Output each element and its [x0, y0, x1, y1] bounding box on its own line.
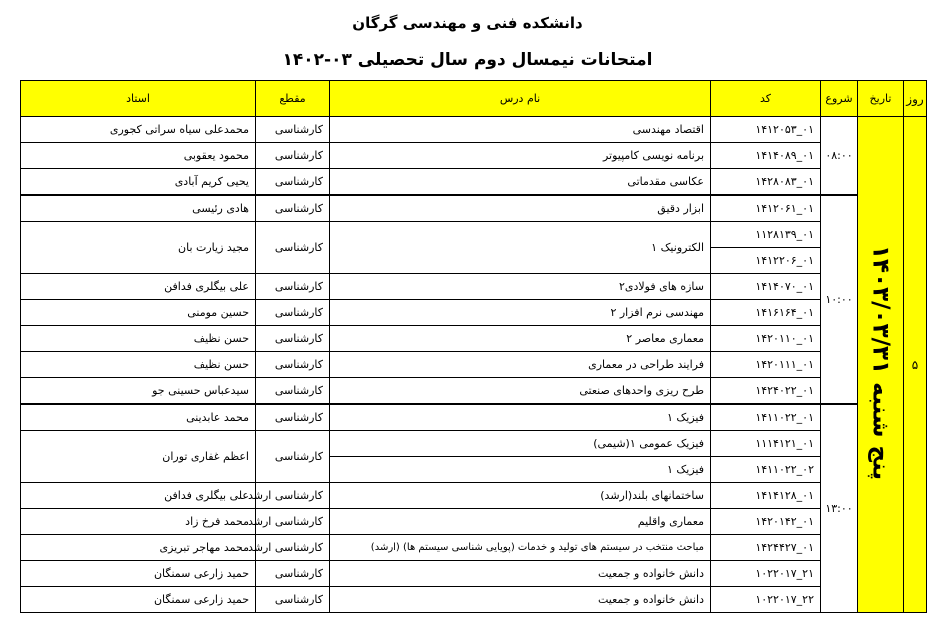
table-row [21, 587, 927, 613]
course-level: کارشناسی [256, 222, 330, 274]
course-name: ابزار دقیق [330, 195, 711, 222]
course-code: ۰۱_۱۴۲۴۰۲۲ [711, 378, 821, 405]
exam-schedule-title: امتحانات نیمسال دوم سال تحصیلی ۰۳-۱۴۰۲ [282, 50, 653, 70]
course-name: الکترونیک ۱ [330, 222, 711, 274]
table-row [21, 326, 927, 352]
course-name: اقتصاد مهندسی [330, 117, 711, 143]
course-level: کارشناسی ارشد [256, 509, 330, 535]
course-code: ۰۱_۱۴۱۱۰۲۲ [711, 404, 821, 431]
table-row [21, 222, 927, 248]
table-row [21, 143, 927, 169]
course-code: ۰۱_۱۴۱۲۲۰۶ [711, 248, 821, 274]
table-row [21, 300, 927, 326]
university-title: دانشکده فنی و مهندسی گرگان [352, 14, 583, 32]
start-time: ۱۳:۰۰ [821, 404, 858, 613]
course-name: فیزیک ۱ [330, 457, 711, 483]
professor-name: علی بیگلری فدافن [21, 274, 256, 300]
course-code: ۰۱_۱۱۱۴۱۲۱ [711, 431, 821, 457]
professor-name: سیدعباس حسینی جو [21, 378, 256, 405]
header-start: شروع [821, 81, 858, 117]
table-row [21, 509, 927, 535]
professor-name: محمد عابدینی [21, 404, 256, 431]
table-row [21, 483, 927, 509]
course-code: ۰۱_۱۱۲۸۱۳۹ [711, 222, 821, 248]
course-level: کارشناسی [256, 117, 330, 143]
table-row [21, 535, 927, 561]
table-row [21, 404, 927, 431]
course-level: کارشناسی [256, 587, 330, 613]
course-level: کارشناسی [256, 431, 330, 483]
professor-name: محمدعلی سیاه سراتی کجوری [21, 117, 256, 143]
professor-name: حمید زارعی سمنگان [21, 561, 256, 587]
day-number: ۵ [904, 117, 927, 613]
course-name: معماری معاصر ۲ [330, 326, 711, 352]
exam-date-cell [858, 117, 904, 613]
professor-name: اعظم غفاری توران [21, 431, 256, 483]
professor-name: محمود یعقوبی [21, 143, 256, 169]
table-row [21, 274, 927, 300]
course-code: ۰۱_۱۴۲۴۴۲۷ [711, 535, 821, 561]
course-code: ۰۱_۱۴۲۰۱۱۰ [711, 326, 821, 352]
table-row [21, 431, 927, 457]
course-name: فیزیک عمومی ۱(شیمی) [330, 431, 711, 457]
table-row [21, 378, 927, 405]
professor-name: حمید زارعی سمنگان [21, 587, 256, 613]
professor-name: یحیی کریم آبادی [21, 169, 256, 196]
course-level: کارشناسی [256, 195, 330, 222]
course-level: کارشناسی ارشد [256, 483, 330, 509]
header-date: تاریخ [858, 81, 904, 117]
course-code: ۰۱_۱۴۱۲۰۵۳ [711, 117, 821, 143]
header-professor: استاد [21, 81, 256, 117]
course-name: برنامه نویسی کامپیوتر [330, 143, 711, 169]
table-row [21, 352, 927, 378]
professor-name: حسن نظیف [21, 326, 256, 352]
course-name: مهندسی نرم افزار ۲ [330, 300, 711, 326]
table-row [21, 117, 927, 143]
professor-name: مجید زیارت بان [21, 222, 256, 274]
start-time: ۱۰:۰۰ [821, 195, 858, 404]
start-time: ۰۸:۰۰ [821, 117, 858, 196]
professor-name: حسین مومنی [21, 300, 256, 326]
course-code: ۰۱_۱۴۲۸۰۸۳ [711, 169, 821, 196]
professor-name: محمد فرخ زاد [21, 509, 256, 535]
header-level: مقطع [256, 81, 330, 117]
course-name: فرایند طراحی در معماری [330, 352, 711, 378]
course-level: کارشناسی [256, 378, 330, 405]
table-header-row [21, 81, 927, 117]
course-name: معماری واقلیم [330, 509, 711, 535]
table-row [21, 195, 927, 222]
course-name: دانش خانواده و جمعیت [330, 587, 711, 613]
header-course: نام درس [330, 81, 711, 117]
course-level: کارشناسی [256, 326, 330, 352]
course-name: سازه های فولادی۲ [330, 274, 711, 300]
professor-name: هادی رئیسی [21, 195, 256, 222]
course-code: ۰۱_۱۴۱۴۰۷۰ [711, 274, 821, 300]
course-code: ۲۱_۱۰۲۲۰۱۷ [711, 561, 821, 587]
course-level: کارشناسی [256, 404, 330, 431]
course-code: ۰۱_۱۴۲۰۱۴۲ [711, 509, 821, 535]
course-name: عکاسی مقدماتی [330, 169, 711, 196]
course-name: ساختمانهای بلند(ارشد) [330, 483, 711, 509]
course-level: کارشناسی [256, 143, 330, 169]
course-level: کارشناسی [256, 274, 330, 300]
course-code: ۰۱_۱۴۱۴۰۸۹ [711, 143, 821, 169]
course-code: ۰۲_۱۴۱۱۰۲۲ [711, 457, 821, 483]
table-row [21, 169, 927, 196]
course-level: کارشناسی [256, 300, 330, 326]
course-name: مباحث منتخب در سیستم های تولید و خدمات (پویایی شناسی سیستم ها) (ارشد) [330, 535, 711, 561]
course-code: ۲۲_۱۰۲۲۰۱۷ [711, 587, 821, 613]
professor-name: محمد مهاجر تبریزی [21, 535, 256, 561]
header-day: روز [904, 81, 927, 117]
course-code: ۰۱_۱۴۱۴۱۲۸ [711, 483, 821, 509]
course-level: کارشناسی [256, 352, 330, 378]
course-level: کارشناسی [256, 561, 330, 587]
course-name: طرح ریزی واحدهای صنعتی [330, 378, 711, 405]
course-name: فیزیک ۱ [330, 404, 711, 431]
course-level: کارشناسی [256, 169, 330, 196]
professor-name: علی بیگلری فدافن [21, 483, 256, 509]
exam-date: پنج شنبه ۱۴۰۳/۰۳/۳۱ [867, 245, 894, 481]
course-code: ۰۱_۱۴۲۰۱۱۱ [711, 352, 821, 378]
course-name: دانش خانواده و جمعیت [330, 561, 711, 587]
professor-name: حسن نظیف [21, 352, 256, 378]
table-row [21, 561, 927, 587]
header-code: کد [711, 81, 821, 117]
course-code: ۰۱_۱۴۱۲۰۶۱ [711, 195, 821, 222]
course-code: ۰۱_۱۴۱۶۱۶۴ [711, 300, 821, 326]
exam-schedule-table [20, 80, 927, 613]
course-level: کارشناسی ارشد [256, 535, 330, 561]
